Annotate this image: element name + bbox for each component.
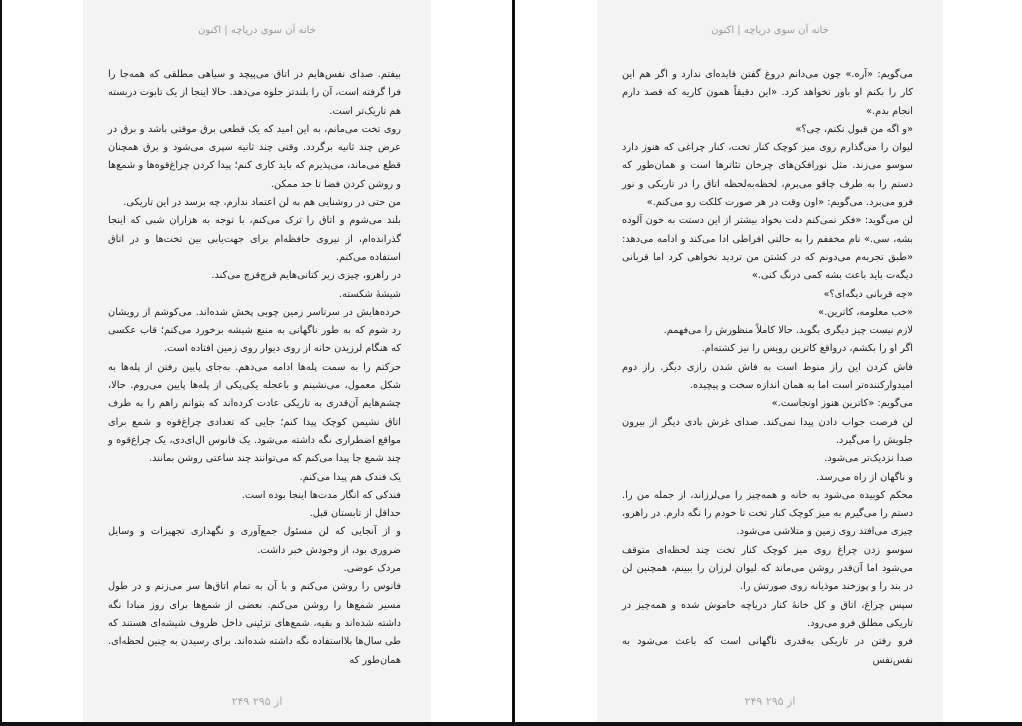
paragraph: بلند می‌شوم و اتاق را ترک می‌کنم، با توجه به هزاران شبی که اینجا گذرانده‌ام، از نیروی حافظه‌ام برای جهت‌یابی بین تخت‌ها و در اتاق استفاده می‌کنم.	[108, 215, 401, 263]
paragraph: و از آنجایی که لن مسئول جمع‌آوری و نگهداری تجهیزات و وسایل ضروری بود، از وجودش خبر داشت.	[108, 526, 401, 556]
viewer-left-border	[0, 0, 2, 726]
paragraph: اگر او را بکشم، درواقع کاترین رویس را نیز کشته‌ام.	[701, 343, 913, 355]
paragraph: «و اگه من قبول نکنم، چی؟»	[795, 123, 913, 135]
spread-divider	[512, 0, 515, 726]
paragraph: «خب معلومه، کاترین.»	[818, 306, 913, 318]
paragraph: فانوس را روشن می‌کنم و با آن به تمام اتاق‌ها سر می‌زنم و در طول مسیر شمع‌ها را روشن می‌کنم. بعضی از شمع‌ها برای روز مبادا نگه داشته شده‌اند و بقیه، شمع‌های تزئینی داخل ظروف شیشه‌ای هستند که طی سال‌ها بلااستفاده نگه داشته شده‌اند. برای رسیدن به چنین لحظه‌ای. همان‌طور که	[108, 581, 401, 666]
paragraph: شیشهٔ شکسته.	[339, 288, 401, 300]
viewer-bottom-border	[0, 722, 1022, 726]
paragraph: حرکتم را به سمت پله‌ها ادامه می‌دهم. به‌جای پایین رفتن از پله‌ها به شکل معمول، می‌نشینم و باعجله یکی‌یکی از پله‌ها پایین می‌روم. حالا، چشم‌هایم آن‌قدری به تاریکی عادت کرده‌اند که بتوانم راهم را به طرف اتاق نشیمن کوچک پیدا کنم؛ جایی که تعدادی چراغ‌قوه و شمع برای مواقع اضطراری نگه داشته می‌شود. یک فانوس ال‌ای‌دی، یک چراغ‌قوه و چند شمع جا پیدا می‌کنم که می‌توانند چند ساعتی روشن بمانند.	[108, 361, 401, 465]
paragraph: لن فرصت جواب دادن پیدا نمی‌کند. صدای غرش بادی دیگر از بیرون جلویش را می‌گیرد.	[622, 416, 913, 446]
paragraph: «چه قربانی دیگه‌ای؟»	[823, 288, 913, 300]
paragraph: صدا نزدیک‌تر می‌شود.	[824, 453, 913, 465]
right-page-number: ۲۴۹ از ۲۹۵	[744, 695, 796, 708]
paragraph: می‌گویم: «آره.» چون می‌دانم دروغ گفتن فایده‌ای ندارد و اگر هم این کار را بکنم او باور نخواهد کرد. «این دقیقاً همون کاریه که قصد دارم انجام بدم.»	[622, 69, 913, 117]
paragraph: لن می‌گوید: «فکر نمی‌کنم دلت بخواد بیشتر از این دستت به خون آلوده بشه، سی.» نام مخففم را به حالتی افراطی ادا می‌کند و ادامه می‌دهد: «طبق تجربه‌م می‌دونم که در کشتن من تردید نخواهی کرد اما قربانی دیگه‌ت باید باعث بشه کمی درنگ کنی.»	[622, 215, 913, 282]
paragraph: لازم نیست چیز دیگری بگوید. حالا کاملاً منظورش را می‌فهمم.	[663, 325, 913, 337]
left-running-head: خانه آن سوی دریاچه | اکنون	[198, 25, 316, 36]
paragraph: فندکی که انگار مدت‌ها اینجا بوده است.	[241, 489, 401, 501]
paragraph: سپس چراغ، اتاق و کل خانهٔ کنار دریاچه خاموش شده و همه‌چیز در تاریکی مطلق فرو می‌رود.	[622, 599, 913, 629]
paragraph: فاش کردن این راز منوط است به فاش شدن رازی دیگر. راز دوم امیدوارکننده‌تر است اما به همان اندازه سخت و پیچیده.	[622, 361, 913, 392]
left-page-body	[108, 66, 401, 670]
right-page	[597, 0, 943, 722]
paragraph: لیوان را می‌گذارم روی میز کوچک کنار تخت، کنار چراغی که هنوز دارد سوسو می‌زند. مثل نورافکن‌های چرخان تئاترها است و همان‌طور که دستم را به طرف چاقو می‌برم، لحظه‌به‌لحظه اتاق را در تاریکی و نور فرو می‌برد. می‌گویم: «اون وقت در هر صورت کلکت رو می‌کنم.»	[622, 142, 913, 209]
paragraph: می‌گویم: «کاترین هنوز اونجاست.»	[771, 398, 913, 410]
paragraph: بیفتم. صدای نفس‌هایم در اتاق می‌پیچد و سیاهی مطلقی که همه‌جا را فرا گرفته است، آن را بلندتر جلوه می‌دهد. حالا اینجا از یک تابوت دربسته هم تاریک‌تر است.	[107, 69, 401, 117]
left-page	[83, 0, 431, 722]
paragraph: در راهرو، چیزی زیر کتانی‌هایم قرچ‌قرچ می‌کند.	[211, 270, 401, 282]
paragraph: محکم کوبیده می‌شود به خانه و همه‌چیز را می‌لرزاند، از جمله من را. دستم را می‌گیرم به میز کوچک کنار تخت تا خودم را نگه دارم. در راهرو، چیزی می‌افتد روی زمین و متلاشی می‌شود.	[622, 489, 913, 538]
paragraph: یک فندک هم پیدا می‌کنم.	[299, 471, 401, 483]
paragraph: مردک عوضی.	[343, 563, 401, 575]
paragraph: حداقل از تابستان قبل.	[309, 508, 401, 520]
paragraph: من حتی در روشنایی هم به لن اعتماد ندارم، چه برسد در این تاریکی.	[123, 197, 401, 209]
paragraph: فرو رفتن در تاریکی به‌قدری ناگهانی است که باعث می‌شود به نفس‌نفس	[622, 636, 913, 666]
paragraph: و ناگهان از راه می‌رسد.	[816, 471, 913, 483]
right-page-body	[622, 66, 913, 670]
left-page-number: ۲۴۹ از ۲۹۵	[231, 695, 283, 708]
right-running-head: خانه آن سوی دریاچه | اکنون	[711, 25, 829, 36]
paragraph: روی تخت می‌مانم، به این امید که یک قطعی برق موقتی باشد و برق در عرض چند ثانیه برگردد. وقتی چند ثانیه سپری می‌شود و برق همچنان قطع می‌ماند، می‌پذیرم که باید کاری کنم؛ پیدا کردن چراغ‌قوه‌ها و شمع‌ها و روشن کردن فضا تا حد ممکن.	[108, 123, 401, 190]
paragraph: خرده‌هایش در سرتاسر زمین چوبی پخش شده‌اند. می‌کوشم از رویشان رد شوم که به طور ناگهانی به منبع شیشه برخورد می‌کنم؛ قاب عکسی که هنگام لرزیدن خانه از روی دیوار روی زمین افتاده است.	[108, 306, 401, 355]
paragraph: سوسو زدن چراغ روی میز کوچک کنار تخت چند لحظه‌ای متوقف می‌شود اما آن‌قدر روشن می‌ماند که لیوان لرزان را ببینم، همچنین لن در بند را و پوزخند موذیانه روی صورتش را.	[622, 544, 913, 593]
